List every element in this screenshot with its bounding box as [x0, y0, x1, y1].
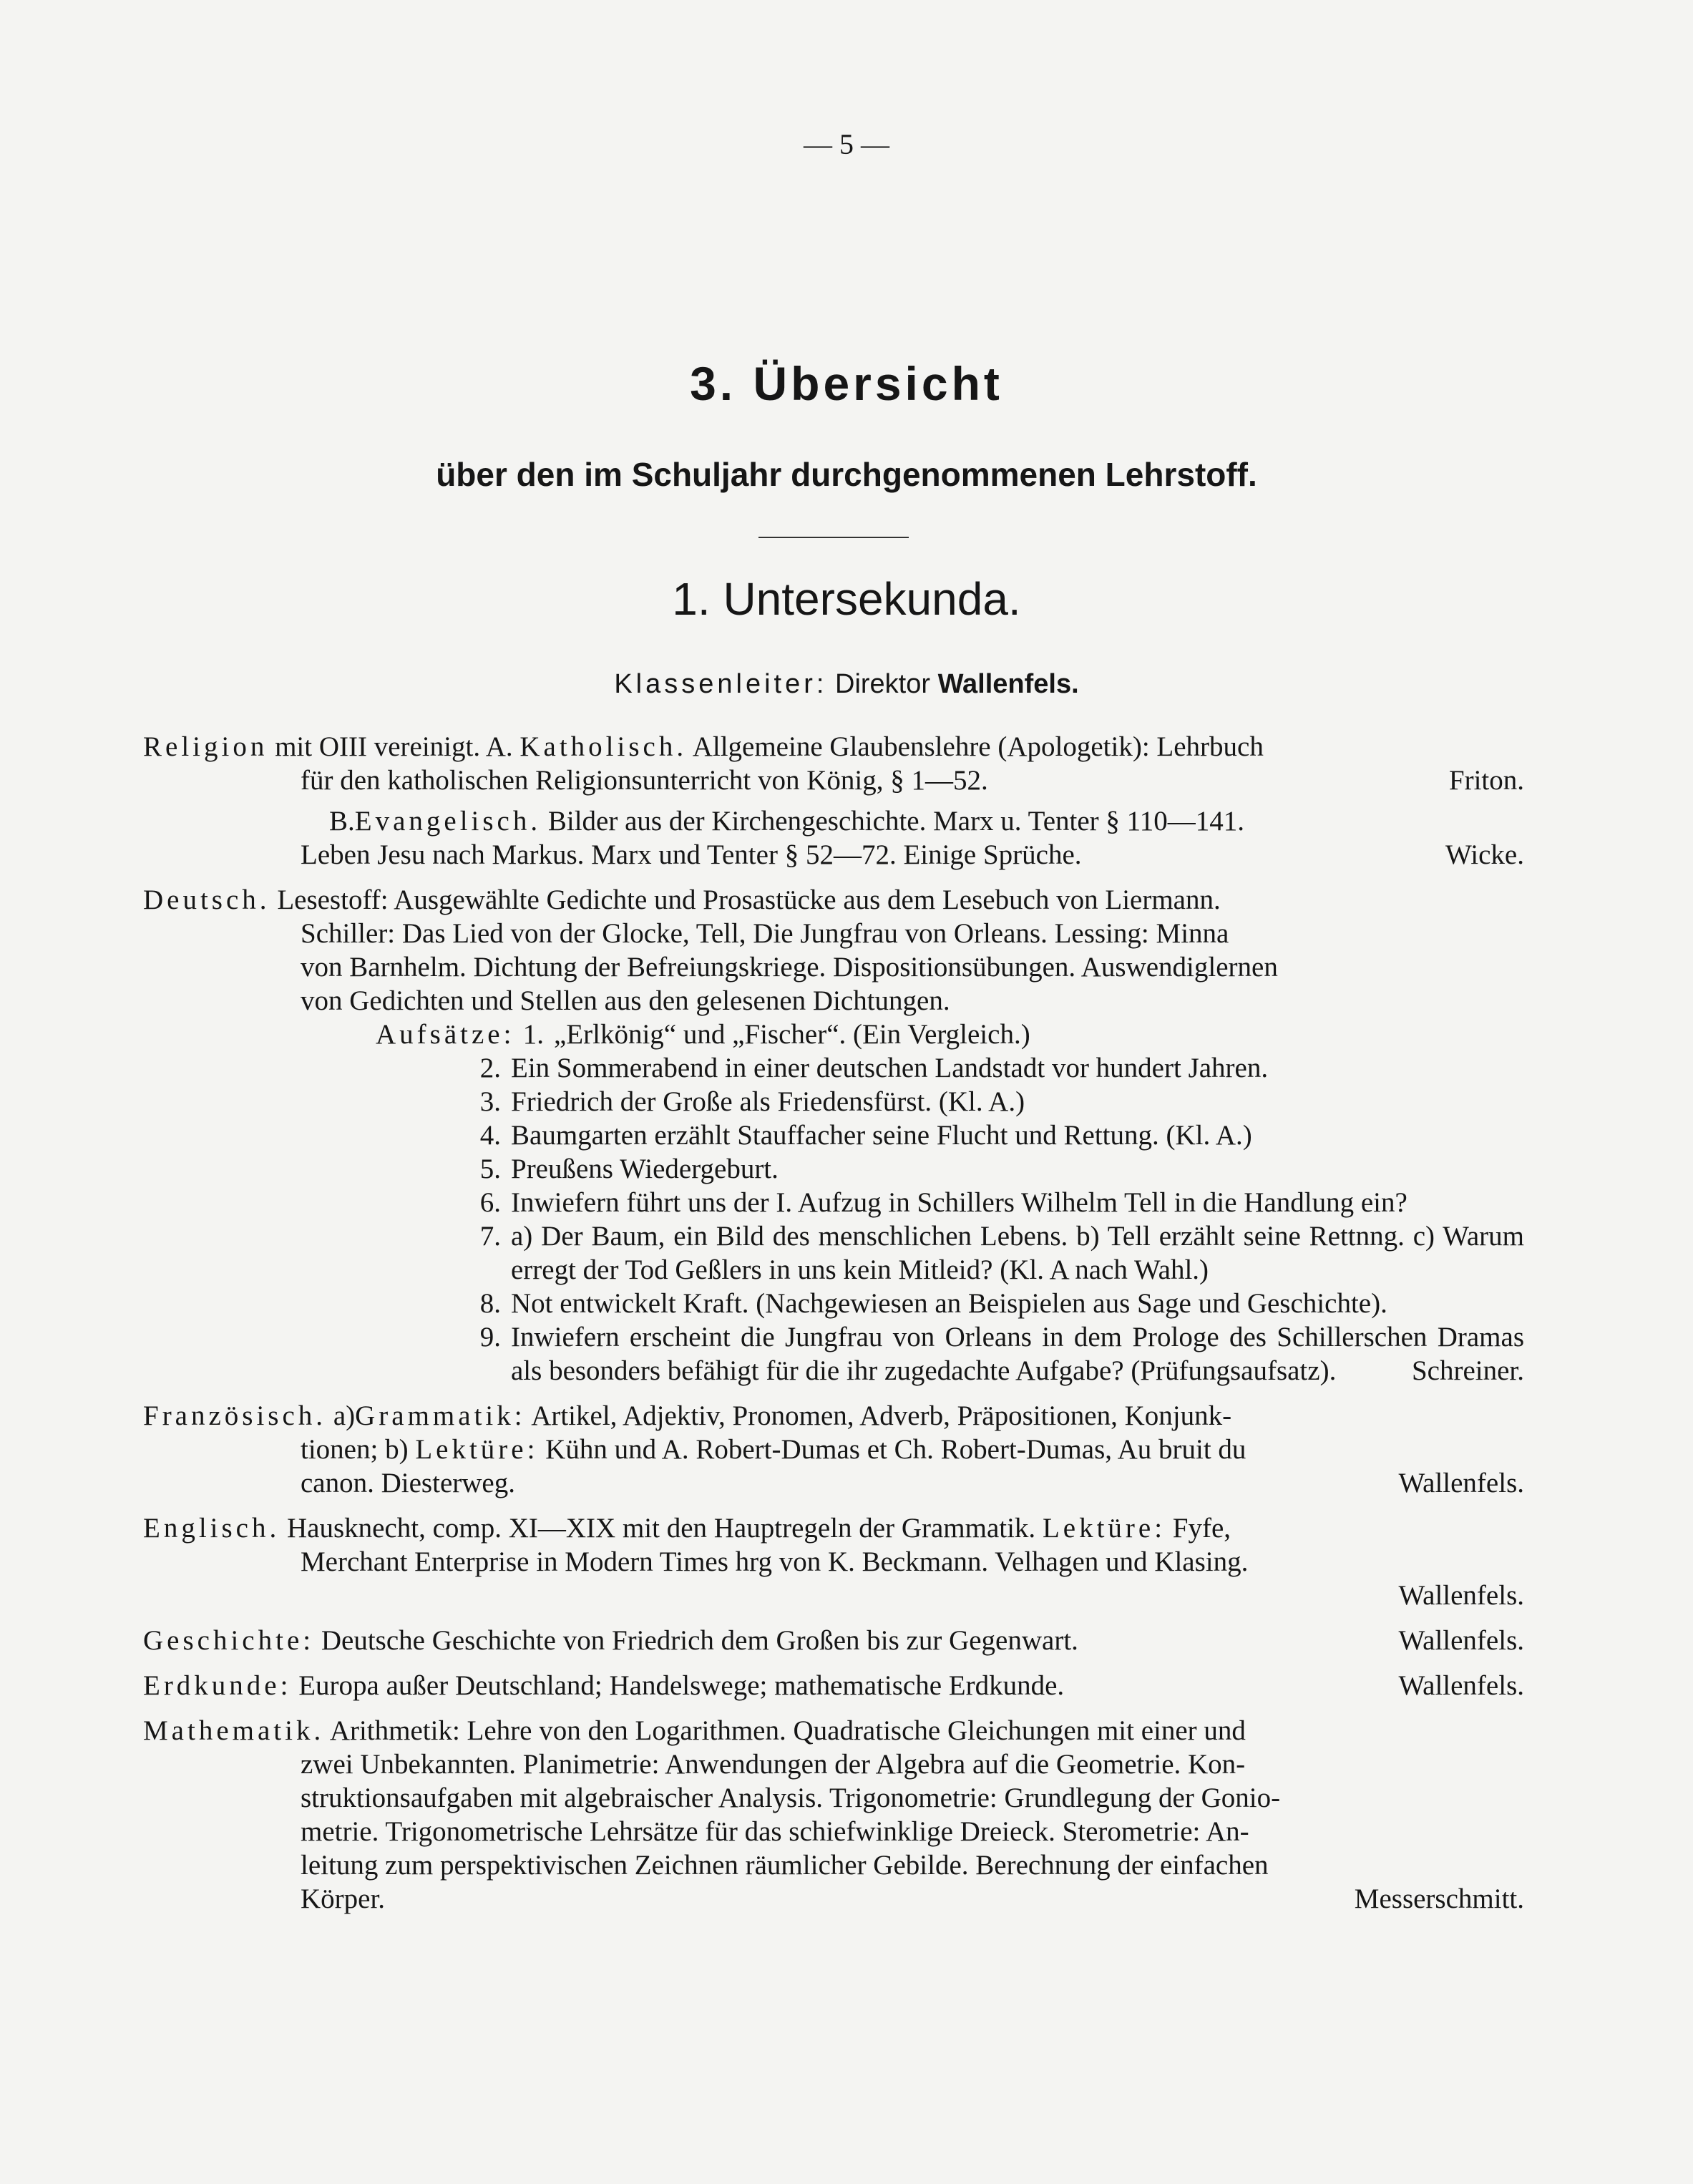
- aufsatz-title: Ein Sommerabend in einer deutschen Landstadt vor hundert Jahren.: [511, 1053, 1269, 1083]
- subject-religion: [143, 730, 1524, 872]
- franzoesisch-text: canon. Diesterweg.: [301, 1468, 515, 1498]
- franzoesisch-line-3: [143, 1466, 1524, 1500]
- religion-text: mit OIII vereinigt. A.: [275, 731, 513, 762]
- aufsatz-title: Inwiefern erscheint die Jungfrau von Orleans in dem Prologe des Schillerschen Dramas als besonders befähigt für die ihr zugedachte Aufgabe? (Prüfungsaufsatz).: [511, 1322, 1524, 1386]
- page-number: — 5 —: [804, 128, 889, 160]
- subject-mathematik: [143, 1714, 1524, 1916]
- franzoesisch-text: tionen; b): [301, 1434, 409, 1465]
- deutsch-heading: Deutsch.: [143, 884, 270, 915]
- mathematik-text: metrie. Trigonometrische Lehrsätze für das schiefwinklige Dreieck. Sterometrie: An-: [301, 1816, 1249, 1847]
- teacher-signature: Schreiner.: [1411, 1355, 1524, 1386]
- deutsch-line-1: [143, 883, 1524, 917]
- religion-text: B.: [329, 806, 355, 837]
- class-leader-label: Klassenleiter:: [614, 669, 828, 699]
- subject-erdkunde: [143, 1669, 1524, 1702]
- aufsatz-title: Inwiefern führt uns der I. Aufzug in Schillers Wilhelm Tell in die Handlung ein?: [511, 1187, 1407, 1218]
- religion-katholisch: Katholisch.: [519, 731, 688, 762]
- aufsatz-number: 7.: [479, 1221, 501, 1252]
- aufsatz-number: 8.: [479, 1288, 501, 1319]
- teacher-signature: Wicke.: [1445, 839, 1524, 870]
- aufsatz-number: 3.: [479, 1086, 501, 1117]
- aufsatz-number: 1.: [522, 1019, 544, 1050]
- aufsatz-item: [143, 1219, 1524, 1287]
- aufsatz-title: Preußens Wiedergeburt.: [511, 1154, 779, 1184]
- aufsatz-item: [143, 1186, 1524, 1219]
- franzoesisch-line-1: [143, 1399, 1524, 1433]
- mathematik-text: zwei Unbekannten. Planimetrie: Anwendungen der Algebra auf die Geometrie. Kon-: [301, 1749, 1246, 1780]
- mathematik-text: leitung zum perspektivischen Zeichnen räumlicher Gebilde. Berechnung der einfachen: [301, 1850, 1269, 1881]
- subject-englisch: [143, 1511, 1524, 1612]
- geschichte-text: Deutsche Geschichte von Friedrich dem Großen bis zur Gegenwart.: [321, 1625, 1078, 1656]
- religion-heading: Religion: [143, 731, 268, 762]
- subject-franzoesisch: [143, 1399, 1524, 1500]
- franzoesisch-grammatik: Grammatik:: [355, 1400, 526, 1431]
- englisch-heading: Englisch.: [143, 1513, 280, 1544]
- aufsatz-title: Not entwickelt Kraft. (Nachgewiesen an Beispielen aus Sage und Geschichte).: [511, 1288, 1387, 1319]
- aufsatz-item: [143, 1085, 1524, 1118]
- teacher-signature: Friton.: [1448, 765, 1524, 796]
- subject-deutsch: [143, 883, 1524, 1388]
- franzoesisch-text: Kühn und A. Robert-Dumas et Ch. Robert-Dumas, Au bruit du: [545, 1434, 1246, 1465]
- teacher-signature: Wallenfels.: [1398, 1670, 1524, 1701]
- franzoesisch-lektuere: Lektüre:: [415, 1434, 539, 1465]
- geschichte-heading: Geschichte:: [143, 1625, 315, 1656]
- class-leader: [0, 669, 1693, 700]
- aufsatz-number: 4.: [479, 1120, 501, 1151]
- mathematik-text: Arithmetik: Lehre von den Logarithmen. Quadratische Gleichungen mit einer und: [329, 1715, 1246, 1746]
- aufsatz-number: 2.: [479, 1053, 501, 1083]
- title-divider: [758, 537, 909, 538]
- franzoesisch-line-2: [143, 1433, 1524, 1466]
- franzoesisch-text: Artikel, Adjektiv, Pronomen, Adverb, Präpositionen, Konjunk-: [531, 1400, 1232, 1431]
- deutsch-text: Lesestoff: Ausgewählte Gedichte und Prosastücke aus dem Lesebuch von Liermann.: [277, 884, 1221, 915]
- englisch-text: Fyfe,: [1172, 1513, 1231, 1544]
- page-subtitle: über den im Schuljahr durchgenommenen Lehrstoff.: [436, 456, 1257, 493]
- aufsatz-title: Baumgarten erzählt Stauffacher seine Flucht und Rettung. (Kl. A.): [511, 1120, 1252, 1151]
- religion-text: für den katholischen Religionsunterricht von König, § 1—52.: [301, 765, 988, 796]
- deutsch-text: von Barnhelm. Dichtung der Befreiungskriege. Dispositionsübungen. Auswendiglernen: [301, 952, 1278, 983]
- mathematik-heading: Mathematik.: [143, 1715, 325, 1746]
- aufsatz-number: 9.: [479, 1322, 501, 1352]
- teacher-signature: Wallenfels.: [1398, 1625, 1524, 1656]
- teacher-signature: Wallenfels.: [1398, 1580, 1524, 1611]
- mathematik-text: Körper.: [301, 1883, 386, 1914]
- mathematik-text: struktionsaufgaben mit algebraischer Analysis. Trigonometrie: Grundlegung der Gonio-: [301, 1783, 1281, 1813]
- mathematik-line-6: [143, 1882, 1524, 1916]
- curriculum-body: [143, 730, 1524, 1916]
- aufsatz-number: 6.: [479, 1187, 501, 1218]
- aufsatz-item: [143, 1287, 1524, 1320]
- erdkunde-text: Europa außer Deutschland; Handelswege; mathematische Erdkunde.: [298, 1670, 1065, 1701]
- class-leader-name: Wallenfels.: [937, 669, 1079, 699]
- mathematik-line-1: [143, 1714, 1524, 1747]
- aufsatz-number: 5.: [479, 1154, 501, 1184]
- aufsatz-item: [143, 1051, 1524, 1085]
- religion-text: Bilder aus der Kirchengeschichte. Marx u. Tenter § 110—141.: [547, 806, 1244, 837]
- religion-line-4: [143, 838, 1524, 872]
- religion-line-3: [143, 804, 1524, 838]
- englisch-text: Hausknecht, comp. XI—XIX mit den Hauptregeln der Grammatik.: [286, 1513, 1036, 1544]
- aufsatz-item: [143, 1118, 1524, 1152]
- aufsatz-item: [143, 1018, 1524, 1051]
- page-title: 3. Übersicht: [690, 357, 1003, 410]
- religion-line-1: [143, 730, 1524, 764]
- aufsatz-title: Friedrich der Große als Friedensfürst. (Kl. A.): [511, 1086, 1025, 1117]
- aufsatz-item: [143, 1152, 1524, 1186]
- erdkunde-heading: Erdkunde:: [143, 1670, 292, 1701]
- englisch-text: Merchant Enterprise in Modern Times hrg von K. Beckmann. Velhagen und Klasing.: [301, 1546, 1249, 1577]
- aufsaetze-label: Aufsätze:: [376, 1019, 515, 1050]
- subject-geschichte: [143, 1624, 1524, 1657]
- class-leader-text: Direktor: [835, 669, 931, 699]
- teacher-signature: Wallenfels.: [1398, 1468, 1524, 1498]
- aufsatz-title: a) Der Baum, ein Bild des menschlichen Lebens. b) Tell erzählt seine Rettnng. c) Warum erregt der Tod Geßlers in uns kein Mitleid? (Kl. A nach Wahl.): [511, 1221, 1524, 1285]
- englisch-line-1: [143, 1511, 1524, 1545]
- religion-line-2: [143, 764, 1524, 797]
- teacher-signature: Messerschmitt.: [1354, 1883, 1524, 1914]
- franzoesisch-heading: Französisch.: [143, 1400, 327, 1431]
- religion-evangelisch: Evangelisch.: [354, 806, 542, 837]
- englisch-lektuere: Lektüre:: [1042, 1513, 1166, 1544]
- religion-text: Allgemeine Glaubenslehre (Apologetik): Lehrbuch: [692, 731, 1264, 762]
- franzoesisch-text: a): [333, 1400, 356, 1431]
- deutsch-text: von Gedichten und Stellen aus den gelesenen Dichtungen.: [301, 985, 950, 1016]
- deutsch-text: Schiller: Das Lied von der Glocke, Tell, Die Jungfrau von Orleans. Lessing: Minna: [301, 918, 1229, 949]
- aufsatz-title: „Erlkönig“ und „Fischer“. (Ein Vergleich.): [554, 1019, 1030, 1050]
- section-heading: 1. Untersekunda.: [672, 573, 1021, 625]
- religion-text: Leben Jesu nach Markus. Marx und Tenter § 52—72. Einige Sprüche.: [301, 839, 1082, 870]
